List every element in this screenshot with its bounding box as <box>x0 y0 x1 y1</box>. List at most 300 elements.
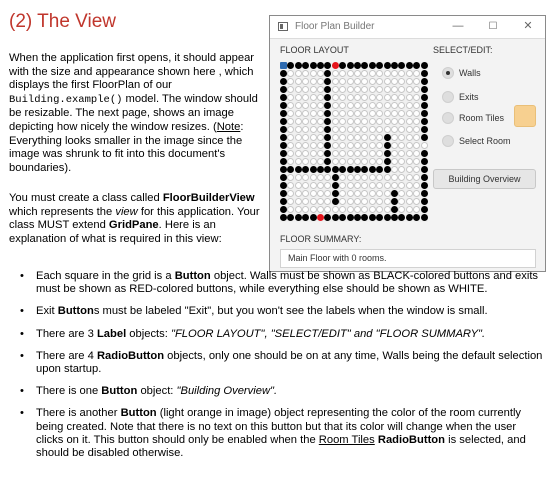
floor-button[interactable] <box>413 78 420 85</box>
floor-button[interactable] <box>406 126 413 133</box>
floor-button[interactable] <box>354 198 361 205</box>
floor-button[interactable] <box>354 142 361 149</box>
floor-button[interactable] <box>324 190 331 197</box>
floor-button[interactable] <box>391 118 398 125</box>
wall-button[interactable] <box>287 62 294 69</box>
floor-button[interactable] <box>324 206 331 213</box>
wall-button[interactable] <box>280 94 287 101</box>
floor-button[interactable] <box>332 150 339 157</box>
floor-button[interactable] <box>361 110 368 117</box>
floor-button[interactable] <box>295 126 302 133</box>
floor-button[interactable] <box>361 150 368 157</box>
floor-button[interactable] <box>302 150 309 157</box>
exit-button[interactable] <box>332 62 339 69</box>
floor-button[interactable] <box>398 118 405 125</box>
floor-button[interactable] <box>369 142 376 149</box>
floor-button[interactable] <box>339 102 346 109</box>
wall-button[interactable] <box>317 166 324 173</box>
wall-button[interactable] <box>280 110 287 117</box>
wall-button[interactable] <box>354 214 361 221</box>
wall-button[interactable] <box>332 174 339 181</box>
wall-button[interactable] <box>421 206 428 213</box>
wall-button[interactable] <box>310 166 317 173</box>
wall-button[interactable] <box>332 214 339 221</box>
floor-button[interactable] <box>302 134 309 141</box>
floor-button[interactable] <box>391 174 398 181</box>
floor-button[interactable] <box>384 94 391 101</box>
floor-button[interactable] <box>376 198 383 205</box>
floor-button[interactable] <box>391 110 398 117</box>
floor-button[interactable] <box>398 198 405 205</box>
floor-button[interactable] <box>421 142 428 149</box>
floor-button[interactable] <box>324 198 331 205</box>
floor-button[interactable] <box>413 110 420 117</box>
floor-button[interactable] <box>376 174 383 181</box>
wall-button[interactable] <box>391 206 398 213</box>
floor-button[interactable] <box>295 86 302 93</box>
radio-circle[interactable] <box>442 91 454 103</box>
wall-button[interactable] <box>310 62 317 69</box>
floor-button[interactable] <box>295 174 302 181</box>
floor-button[interactable] <box>339 142 346 149</box>
floor-button[interactable] <box>347 182 354 189</box>
floor-button[interactable] <box>310 118 317 125</box>
floor-button[interactable] <box>310 78 317 85</box>
floor-button[interactable] <box>376 110 383 117</box>
floor-button[interactable] <box>406 158 413 165</box>
floor-button[interactable] <box>317 198 324 205</box>
floor-button[interactable] <box>413 86 420 93</box>
floor-button[interactable] <box>398 110 405 117</box>
wall-button[interactable] <box>413 214 420 221</box>
wall-button[interactable] <box>339 166 346 173</box>
floor-button[interactable] <box>302 206 309 213</box>
floor-button[interactable] <box>413 118 420 125</box>
floor-button[interactable] <box>354 110 361 117</box>
floor-button[interactable] <box>361 198 368 205</box>
floor-button[interactable] <box>384 110 391 117</box>
floor-button[interactable] <box>295 190 302 197</box>
floor-button[interactable] <box>339 110 346 117</box>
floor-button[interactable] <box>361 94 368 101</box>
wall-button[interactable] <box>302 166 309 173</box>
floor-button[interactable] <box>287 110 294 117</box>
floor-button[interactable] <box>354 150 361 157</box>
floor-button[interactable] <box>347 190 354 197</box>
floor-button[interactable] <box>317 134 324 141</box>
floor-button[interactable] <box>317 142 324 149</box>
floor-button[interactable] <box>369 126 376 133</box>
floor-button[interactable] <box>406 198 413 205</box>
floor-button[interactable] <box>354 190 361 197</box>
wall-button[interactable] <box>280 214 287 221</box>
floor-button[interactable] <box>384 118 391 125</box>
floor-button[interactable] <box>287 142 294 149</box>
floor-button[interactable] <box>398 182 405 189</box>
wall-button[interactable] <box>384 142 391 149</box>
floor-button[interactable] <box>354 206 361 213</box>
floor-button[interactable] <box>406 94 413 101</box>
wall-button[interactable] <box>280 86 287 93</box>
floor-button[interactable] <box>391 102 398 109</box>
wall-button[interactable] <box>421 78 428 85</box>
floor-button[interactable] <box>406 70 413 77</box>
wall-button[interactable] <box>421 150 428 157</box>
floor-button[interactable] <box>310 94 317 101</box>
wall-button[interactable] <box>332 182 339 189</box>
floor-button[interactable] <box>339 126 346 133</box>
floor-button[interactable] <box>332 78 339 85</box>
floor-button[interactable] <box>398 70 405 77</box>
floor-button[interactable] <box>287 206 294 213</box>
floor-button[interactable] <box>295 158 302 165</box>
floor-button[interactable] <box>384 70 391 77</box>
wall-button[interactable] <box>324 142 331 149</box>
wall-button[interactable] <box>421 134 428 141</box>
floor-button[interactable] <box>317 86 324 93</box>
floor-button[interactable] <box>369 150 376 157</box>
floor-button[interactable] <box>339 118 346 125</box>
floor-button[interactable] <box>295 78 302 85</box>
floor-button[interactable] <box>413 158 420 165</box>
wall-button[interactable] <box>287 166 294 173</box>
wall-button[interactable] <box>421 118 428 125</box>
floor-button[interactable] <box>332 126 339 133</box>
wall-button[interactable] <box>421 190 428 197</box>
wall-button[interactable] <box>339 214 346 221</box>
wall-button[interactable] <box>287 214 294 221</box>
wall-button[interactable] <box>398 62 405 69</box>
wall-button[interactable] <box>324 102 331 109</box>
wall-button[interactable] <box>280 198 287 205</box>
wall-button[interactable] <box>421 166 428 173</box>
floor-button[interactable] <box>339 134 346 141</box>
floor-button[interactable] <box>354 118 361 125</box>
floor-button[interactable] <box>361 190 368 197</box>
floor-button[interactable] <box>302 94 309 101</box>
wall-button[interactable] <box>324 118 331 125</box>
floor-button[interactable] <box>398 126 405 133</box>
floor-button[interactable] <box>339 86 346 93</box>
floor-button[interactable] <box>369 206 376 213</box>
wall-button[interactable] <box>391 62 398 69</box>
floor-button[interactable] <box>391 70 398 77</box>
floor-button[interactable] <box>376 142 383 149</box>
floor-button[interactable] <box>376 182 383 189</box>
floor-button[interactable] <box>332 86 339 93</box>
floor-button[interactable] <box>361 86 368 93</box>
floor-button[interactable] <box>302 190 309 197</box>
floor-summary-field[interactable]: Main Floor with 0 rooms. <box>280 249 536 268</box>
floor-button[interactable] <box>406 78 413 85</box>
floor-button[interactable] <box>295 102 302 109</box>
wall-button[interactable] <box>384 214 391 221</box>
wall-button[interactable] <box>421 94 428 101</box>
floor-button[interactable] <box>317 118 324 125</box>
floor-button[interactable] <box>369 86 376 93</box>
radio-circle[interactable] <box>442 135 454 147</box>
wall-button[interactable] <box>421 174 428 181</box>
floor-button[interactable] <box>406 166 413 173</box>
wall-button[interactable] <box>361 62 368 69</box>
floor-button[interactable] <box>302 182 309 189</box>
floor-button[interactable] <box>361 158 368 165</box>
floor-button[interactable] <box>302 78 309 85</box>
floor-button[interactable] <box>347 70 354 77</box>
floor-button[interactable] <box>317 78 324 85</box>
floor-button[interactable] <box>302 174 309 181</box>
floor-button[interactable] <box>369 158 376 165</box>
floor-button[interactable] <box>317 110 324 117</box>
floor-button[interactable] <box>361 70 368 77</box>
wall-button[interactable] <box>384 150 391 157</box>
floor-button[interactable] <box>287 198 294 205</box>
wall-button[interactable] <box>376 214 383 221</box>
floor-button[interactable] <box>310 134 317 141</box>
floor-button[interactable] <box>391 94 398 101</box>
floor-button[interactable] <box>302 126 309 133</box>
wall-button[interactable] <box>339 62 346 69</box>
floor-button[interactable] <box>369 110 376 117</box>
wall-button[interactable] <box>384 166 391 173</box>
minimize-icon[interactable]: — <box>452 20 464 32</box>
floor-button[interactable] <box>361 134 368 141</box>
floor-button[interactable] <box>384 182 391 189</box>
wall-button[interactable] <box>384 158 391 165</box>
floor-button[interactable] <box>302 158 309 165</box>
wall-button[interactable] <box>302 62 309 69</box>
wall-button[interactable] <box>295 214 302 221</box>
floor-button[interactable] <box>339 182 346 189</box>
floor-button[interactable] <box>413 150 420 157</box>
floor-button[interactable] <box>339 70 346 77</box>
floor-button[interactable] <box>369 102 376 109</box>
floor-button[interactable] <box>398 190 405 197</box>
wall-button[interactable] <box>384 62 391 69</box>
wall-button[interactable] <box>324 166 331 173</box>
floor-button[interactable] <box>332 158 339 165</box>
floor-button[interactable] <box>398 94 405 101</box>
floor-button[interactable] <box>295 150 302 157</box>
floor-button[interactable] <box>406 174 413 181</box>
floor-button[interactable] <box>302 102 309 109</box>
floor-button[interactable] <box>287 118 294 125</box>
room-color-button[interactable] <box>514 105 536 127</box>
floor-button[interactable] <box>398 174 405 181</box>
wall-button[interactable] <box>324 158 331 165</box>
floor-button[interactable] <box>287 182 294 189</box>
floor-button[interactable] <box>354 86 361 93</box>
floor-button[interactable] <box>347 86 354 93</box>
floor-button[interactable] <box>295 198 302 205</box>
floor-button[interactable] <box>287 174 294 181</box>
floor-button[interactable] <box>413 198 420 205</box>
wall-button[interactable] <box>280 206 287 213</box>
floor-button[interactable] <box>369 174 376 181</box>
floor-button[interactable] <box>398 142 405 149</box>
floor-button[interactable] <box>406 206 413 213</box>
floor-button[interactable] <box>369 78 376 85</box>
floor-button[interactable] <box>413 190 420 197</box>
floor-button[interactable] <box>413 174 420 181</box>
floor-button[interactable] <box>354 134 361 141</box>
wall-button[interactable] <box>347 62 354 69</box>
floor-button[interactable] <box>384 198 391 205</box>
floor-button[interactable] <box>391 150 398 157</box>
floor-button[interactable] <box>391 86 398 93</box>
floor-button[interactable] <box>376 158 383 165</box>
floor-button[interactable] <box>361 78 368 85</box>
floor-button[interactable] <box>413 182 420 189</box>
floor-button[interactable] <box>347 198 354 205</box>
floor-button[interactable] <box>287 126 294 133</box>
wall-button[interactable] <box>280 174 287 181</box>
floor-button[interactable] <box>302 118 309 125</box>
wall-button[interactable] <box>421 214 428 221</box>
floor-button[interactable] <box>376 86 383 93</box>
floor-button[interactable] <box>413 166 420 173</box>
floor-button[interactable] <box>361 182 368 189</box>
window-titlebar[interactable] <box>270 16 545 39</box>
floor-button[interactable] <box>376 70 383 77</box>
wall-button[interactable] <box>280 182 287 189</box>
floor-button[interactable] <box>406 134 413 141</box>
floor-button[interactable] <box>376 134 383 141</box>
floor-button[interactable] <box>287 158 294 165</box>
floor-button[interactable] <box>339 206 346 213</box>
floor-button[interactable] <box>347 134 354 141</box>
floor-button[interactable] <box>391 166 398 173</box>
floor-button[interactable] <box>295 94 302 101</box>
floor-button[interactable] <box>398 86 405 93</box>
floor-button[interactable] <box>339 150 346 157</box>
floor-button[interactable] <box>398 102 405 109</box>
wall-button[interactable] <box>421 62 428 69</box>
wall-button[interactable] <box>280 70 287 77</box>
floor-button[interactable] <box>302 198 309 205</box>
floor-button[interactable] <box>391 134 398 141</box>
floor-button[interactable] <box>391 126 398 133</box>
wall-button[interactable] <box>324 62 331 69</box>
floor-button[interactable] <box>347 118 354 125</box>
floor-button[interactable] <box>332 102 339 109</box>
floor-button[interactable] <box>310 150 317 157</box>
wall-button[interactable] <box>413 62 420 69</box>
floor-button[interactable] <box>384 174 391 181</box>
floor-button[interactable] <box>310 142 317 149</box>
floor-button[interactable] <box>317 158 324 165</box>
wall-button[interactable] <box>324 86 331 93</box>
floor-button[interactable] <box>391 182 398 189</box>
floor-button[interactable] <box>347 150 354 157</box>
floor-button[interactable] <box>339 190 346 197</box>
floor-button[interactable] <box>391 142 398 149</box>
floor-button[interactable] <box>361 126 368 133</box>
wall-button[interactable] <box>398 214 405 221</box>
wall-button[interactable] <box>391 214 398 221</box>
floor-button[interactable] <box>339 174 346 181</box>
exit-button[interactable] <box>317 214 324 221</box>
floor-button[interactable] <box>310 102 317 109</box>
wall-button[interactable] <box>280 190 287 197</box>
floor-button[interactable] <box>339 78 346 85</box>
floor-button[interactable] <box>406 118 413 125</box>
wall-button[interactable] <box>332 198 339 205</box>
wall-button[interactable] <box>376 166 383 173</box>
floor-button[interactable] <box>413 70 420 77</box>
floor-button[interactable] <box>413 94 420 101</box>
wall-button[interactable] <box>280 150 287 157</box>
floor-button[interactable] <box>347 94 354 101</box>
floor-button[interactable] <box>398 150 405 157</box>
floor-button[interactable] <box>317 70 324 77</box>
floor-button[interactable] <box>347 126 354 133</box>
wall-button[interactable] <box>421 182 428 189</box>
floor-button[interactable] <box>324 174 331 181</box>
floor-button[interactable] <box>317 150 324 157</box>
floor-button[interactable] <box>310 86 317 93</box>
floor-button[interactable] <box>376 94 383 101</box>
floor-button[interactable] <box>406 102 413 109</box>
floor-button[interactable] <box>287 102 294 109</box>
floor-button[interactable] <box>332 134 339 141</box>
floor-button[interactable] <box>302 70 309 77</box>
wall-button[interactable] <box>384 134 391 141</box>
floor-button[interactable] <box>287 134 294 141</box>
wall-button[interactable] <box>280 158 287 165</box>
floor-button[interactable] <box>384 190 391 197</box>
wall-button[interactable] <box>324 126 331 133</box>
wall-button[interactable] <box>280 118 287 125</box>
floor-button[interactable] <box>332 94 339 101</box>
floor-button[interactable] <box>406 150 413 157</box>
floor-button[interactable] <box>354 126 361 133</box>
wall-button[interactable] <box>354 62 361 69</box>
wall-button[interactable] <box>421 70 428 77</box>
floor-button[interactable] <box>332 118 339 125</box>
floor-button[interactable] <box>317 190 324 197</box>
floor-button[interactable] <box>413 134 420 141</box>
close-icon[interactable]: ✕ <box>523 20 533 32</box>
floor-button[interactable] <box>310 126 317 133</box>
floor-button[interactable] <box>310 190 317 197</box>
floor-button[interactable] <box>354 102 361 109</box>
floor-button[interactable] <box>317 174 324 181</box>
floor-button[interactable] <box>354 94 361 101</box>
floor-button[interactable] <box>384 78 391 85</box>
floor-button[interactable] <box>287 190 294 197</box>
floor-button[interactable] <box>339 94 346 101</box>
floor-button[interactable] <box>376 206 383 213</box>
wall-button[interactable] <box>280 78 287 85</box>
floor-button[interactable] <box>280 62 287 69</box>
floor-button[interactable] <box>376 118 383 125</box>
wall-button[interactable] <box>280 126 287 133</box>
wall-button[interactable] <box>347 214 354 221</box>
floor-button[interactable] <box>369 134 376 141</box>
wall-button[interactable] <box>295 62 302 69</box>
floor-button[interactable] <box>295 110 302 117</box>
floor-button[interactable] <box>406 142 413 149</box>
floor-button[interactable] <box>332 142 339 149</box>
floor-button[interactable] <box>413 126 420 133</box>
wall-button[interactable] <box>421 126 428 133</box>
floor-button[interactable] <box>332 70 339 77</box>
floor-button[interactable] <box>310 206 317 213</box>
floor-button[interactable] <box>369 94 376 101</box>
wall-button[interactable] <box>324 110 331 117</box>
wall-button[interactable] <box>369 166 376 173</box>
